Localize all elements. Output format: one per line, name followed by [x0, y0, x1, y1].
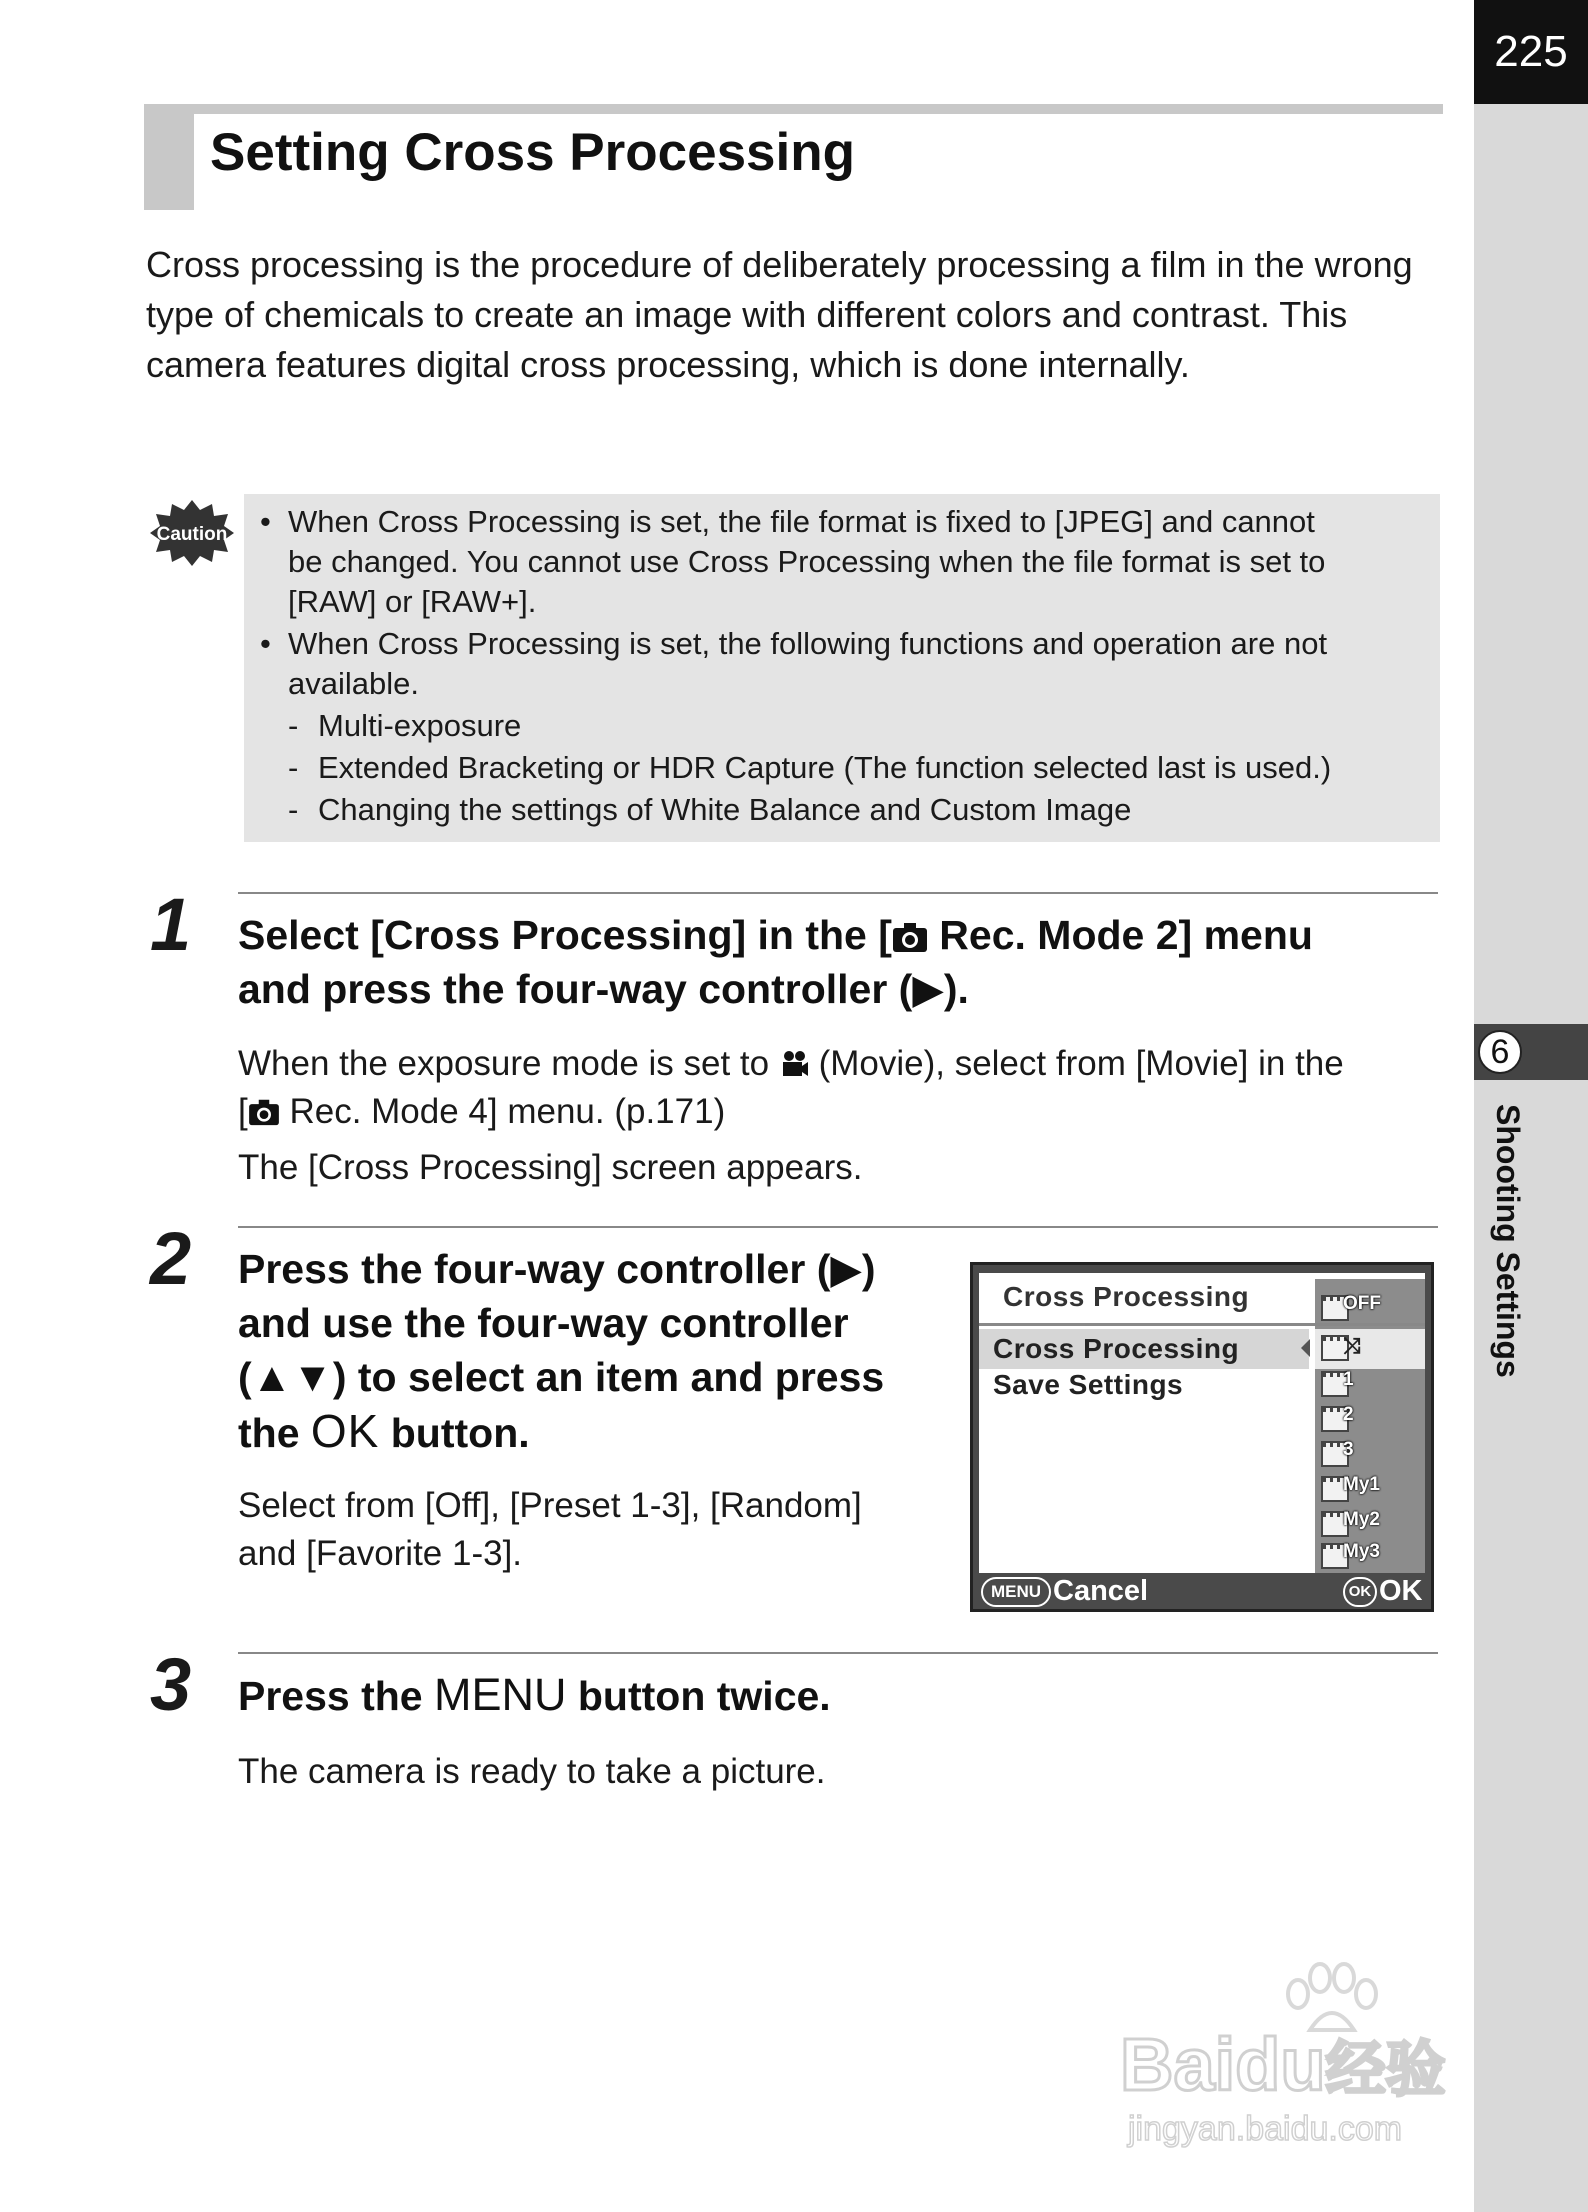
preset-off-icon[interactable]	[1321, 1293, 1383, 1323]
step-heading-text: button twice.	[566, 1673, 831, 1719]
camera-icon	[892, 921, 928, 953]
chapter-label-text: Shooting Settings	[1490, 1104, 1526, 1378]
step-number: 3	[150, 1643, 192, 1726]
step-heading-text: Select [Cross Processing] in the [	[238, 912, 892, 958]
title-rule	[144, 104, 1443, 114]
intro-paragraph: Cross processing is the procedure of deliberately processing a film in the wrong type of chemicals to create an image with different colors and contrast. This camera features digital cross processing, which is done internally.	[146, 244, 1413, 385]
caution-text: [RAW] or [RAW+].	[288, 584, 537, 619]
step-rule	[238, 892, 1438, 894]
watermark-text	[1120, 2022, 1446, 2108]
step-heading-text: Rec. Mode 2] menu	[927, 912, 1313, 958]
step-body-text: [	[238, 1092, 248, 1131]
caution-box	[244, 494, 1440, 842]
dash: -	[288, 750, 299, 785]
caution-text: available.	[288, 666, 419, 701]
screen-item-save-settings[interactable]: Save Settings	[993, 1369, 1184, 1400]
icon-label: 3	[1343, 1439, 1354, 1460]
step-rule	[238, 1226, 1438, 1228]
selector-arrow-icon	[1301, 1339, 1310, 1357]
watermark-brand: Baidu	[1120, 2023, 1326, 2106]
movie-icon	[779, 1049, 809, 1079]
caution-text: When Cross Processing is set, the following functions and operation are not	[288, 626, 1328, 661]
step-body-text: Rec. Mode 4] menu. (p.171)	[279, 1092, 726, 1131]
camera-icon	[248, 1098, 280, 1126]
cancel-label: Cancel	[1053, 1575, 1149, 1607]
caution-icon	[150, 500, 234, 566]
icon-label: My3	[1343, 1541, 1380, 1562]
watermark-cn: 经验	[1325, 2036, 1446, 2103]
camera-screen	[970, 1262, 1434, 1612]
step-heading-line: Press the four-way controller (▶)	[238, 1246, 876, 1292]
screen-item-cross-processing[interactable]: Cross Processing	[993, 1333, 1240, 1364]
watermark-url: jingyan.baidu.com	[1128, 2110, 1403, 2148]
screen-bottom-bar	[973, 1573, 1431, 1609]
bullet-dot: •	[260, 626, 271, 661]
dash: -	[288, 708, 299, 743]
favorite-2-icon[interactable]	[1321, 1509, 1383, 1539]
screen-panel	[979, 1273, 1425, 1573]
step-heading	[238, 1668, 831, 1723]
icon-label: My2	[1343, 1509, 1380, 1530]
menu-button-icon[interactable]: MENU	[981, 1577, 1051, 1607]
step-number: 2	[150, 1217, 192, 1300]
page-number: 225	[1474, 0, 1588, 104]
preset-random-icon[interactable]	[1321, 1333, 1383, 1363]
screen-tab-line	[979, 1323, 1425, 1326]
preset-3-icon[interactable]	[1321, 1439, 1383, 1469]
caution-subitem: Extended Bracketing or HDR Capture (The function selected last is used.)	[318, 750, 1332, 785]
step-heading	[238, 908, 1313, 962]
step-body-line: The camera is ready to take a picture.	[238, 1752, 826, 1791]
chapter-number: 6	[1478, 1030, 1522, 1074]
caution-subitem: Changing the settings of White Balance and Custom Image	[318, 792, 1132, 827]
step-heading-line: (▲▼) to select an item and press	[238, 1354, 885, 1400]
icon-label: 2	[1343, 1404, 1354, 1425]
icon-label: 1	[1343, 1369, 1354, 1390]
step-heading-text: button.	[379, 1410, 530, 1456]
step-body-text: When the exposure mode is set to	[238, 1044, 779, 1083]
caution-subitem: Multi-exposure	[318, 708, 522, 743]
step-heading-text: the	[238, 1410, 311, 1456]
ok-button-icon[interactable]: OK	[1343, 1577, 1377, 1607]
favorite-1-icon[interactable]	[1321, 1474, 1383, 1504]
random-icon: ⤨	[1343, 1333, 1361, 1358]
icon-label: OFF	[1343, 1293, 1381, 1314]
step-number: 1	[150, 883, 192, 966]
menu-key-label: MENU	[434, 1669, 567, 1720]
ok-label: OK	[1379, 1575, 1423, 1607]
step-body	[238, 1040, 1344, 1088]
screen-title: Cross Processing	[1003, 1281, 1250, 1312]
step-heading-line: and use the four-way controller	[238, 1300, 849, 1346]
icon-label: My1	[1343, 1474, 1380, 1495]
favorite-3-icon[interactable]	[1321, 1541, 1383, 1571]
caution-text: be changed. You cannot use Cross Processing when the file format is set to	[288, 544, 1326, 579]
step-heading-text: Press the	[238, 1673, 434, 1719]
title-marker	[144, 114, 194, 210]
page-title: Setting Cross Processing	[210, 123, 856, 182]
preset-2-icon[interactable]	[1321, 1404, 1383, 1434]
step-body-line: Select from [Off], [Preset 1-3], [Random]	[238, 1486, 862, 1525]
step-heading-line	[238, 1404, 530, 1460]
bullet-dot: •	[260, 504, 271, 539]
chapter-label	[1482, 1104, 1532, 1434]
baidu-watermark	[1120, 1960, 1500, 2160]
ok-key-label: OK	[310, 1405, 380, 1457]
step-body-line: The [Cross Processing] screen appears.	[238, 1148, 863, 1187]
caution-text: When Cross Processing is set, the file format is fixed to [JPEG] and cannot	[288, 504, 1315, 539]
step-rule	[238, 1652, 1438, 1654]
svg-text:Caution: Caution	[156, 524, 228, 545]
step-body-text: (Movie), select from [Movie] in the	[808, 1044, 1344, 1083]
step-body-line: and [Favorite 1-3].	[238, 1534, 523, 1573]
step-body	[238, 1088, 725, 1136]
step-heading-line: and press the four-way controller (▶).	[238, 966, 969, 1012]
preset-1-icon[interactable]	[1321, 1369, 1383, 1399]
dash: -	[288, 792, 299, 827]
